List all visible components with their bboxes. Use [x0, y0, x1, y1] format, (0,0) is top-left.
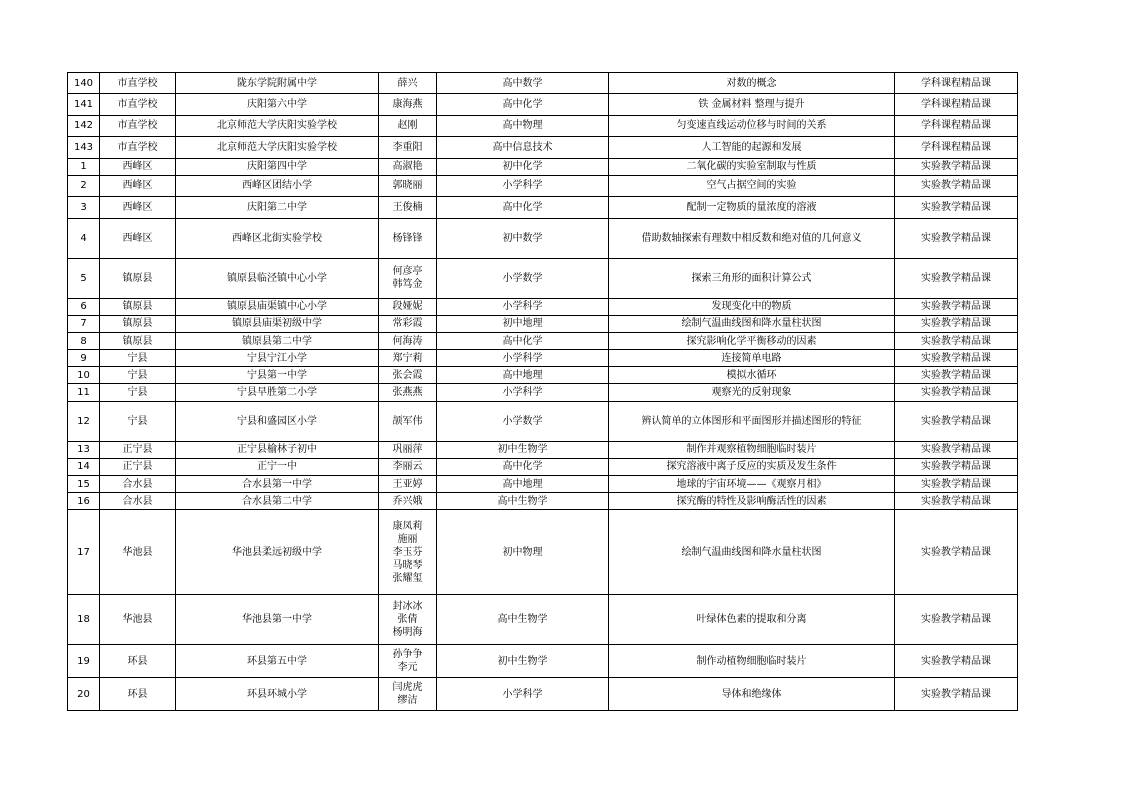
row-school: 宁县第一中学 [176, 367, 379, 384]
table-body [68, 73, 1018, 711]
row-region: 西峰区 [100, 218, 176, 258]
row-number: 20 [68, 678, 100, 711]
row-region: 镇原县 [100, 315, 176, 332]
row-school: 北京师范大学庆阳实验学校 [176, 115, 379, 136]
table-row [68, 645, 1018, 678]
row-teachers [379, 401, 437, 441]
row-subject: 高中地理 [437, 476, 609, 493]
row-region: 镇原县 [100, 332, 176, 349]
row-school: 庆阳第六中学 [176, 94, 379, 115]
row-teachers [379, 94, 437, 115]
teacher-name: 李玉芬 [392, 546, 423, 558]
teacher-name: 高淑艳 [392, 161, 423, 173]
row-subject: 高中地理 [437, 367, 609, 384]
row-category: 学科课程精品课 [895, 94, 1018, 115]
row-number: 14 [68, 458, 100, 475]
row-number: 10 [68, 367, 100, 384]
table-row [68, 458, 1018, 475]
row-school: 环县环城小学 [176, 678, 379, 711]
row-category: 实验教学精品课 [895, 510, 1018, 595]
row-school: 环县第五中学 [176, 645, 379, 678]
row-region: 市直学校 [100, 115, 176, 136]
teacher-name: 薛兴 [397, 77, 418, 89]
teacher-name: 王亚婷 [392, 478, 423, 490]
row-category: 实验教学精品课 [895, 595, 1018, 645]
row-teachers [379, 645, 437, 678]
table-row [68, 678, 1018, 711]
row-number: 19 [68, 645, 100, 678]
table-row [68, 137, 1018, 158]
row-number: 142 [68, 115, 100, 136]
row-subject: 高中化学 [437, 94, 609, 115]
row-teachers [379, 384, 437, 401]
row-teachers [379, 137, 437, 158]
row-teachers [379, 332, 437, 349]
row-number: 9 [68, 350, 100, 367]
row-topic: 制作动植物细胞临时装片 [609, 645, 895, 678]
row-region: 镇原县 [100, 258, 176, 298]
table-row [68, 401, 1018, 441]
row-school: 庆阳第二中学 [176, 197, 379, 218]
row-category: 实验教学精品课 [895, 315, 1018, 332]
teacher-name: 常彩霞 [392, 318, 423, 330]
teacher-name: 何海涛 [392, 335, 423, 347]
row-category: 实验教学精品课 [895, 158, 1018, 175]
row-category: 实验教学精品课 [895, 258, 1018, 298]
row-number: 13 [68, 441, 100, 458]
teacher-name: 巩丽萍 [392, 444, 423, 456]
row-school: 镇原县庙渠初级中学 [176, 315, 379, 332]
row-category: 实验教学精品课 [895, 645, 1018, 678]
row-region: 市直学校 [100, 137, 176, 158]
row-school: 镇原县临泾镇中心小学 [176, 258, 379, 298]
row-school: 北京师范大学庆阳实验学校 [176, 137, 379, 158]
row-school: 宁县宁江小学 [176, 350, 379, 367]
row-topic: 匀变速直线运动位移与时间的关系 [609, 115, 895, 136]
row-topic: 探究影响化学平衡移动的因素 [609, 332, 895, 349]
teacher-name: 封冰冰 [392, 601, 423, 613]
row-school: 陇东学院附属中学 [176, 73, 379, 94]
row-school: 华池县柔远初级中学 [176, 510, 379, 595]
teacher-name: 韩笃金 [392, 279, 423, 291]
teacher-name: 李丽云 [392, 461, 423, 473]
table-row [68, 493, 1018, 510]
row-category: 实验教学精品课 [895, 401, 1018, 441]
teacher-name: 段娅妮 [392, 301, 423, 313]
row-category: 实验教学精品课 [895, 218, 1018, 258]
row-category: 实验教学精品课 [895, 332, 1018, 349]
row-subject: 小学数学 [437, 258, 609, 298]
row-number: 4 [68, 218, 100, 258]
row-number: 16 [68, 493, 100, 510]
table-row [68, 595, 1018, 645]
row-number: 143 [68, 137, 100, 158]
teacher-name: 张燕燕 [392, 387, 423, 399]
row-category: 实验教学精品课 [895, 678, 1018, 711]
table-row [68, 158, 1018, 175]
teacher-name: 施丽 [397, 533, 418, 545]
table-row [68, 384, 1018, 401]
row-topic: 探究酶的特性及影响酶活性的因素 [609, 493, 895, 510]
row-subject: 初中地理 [437, 315, 609, 332]
row-subject: 小学科学 [437, 298, 609, 315]
row-region: 市直学校 [100, 94, 176, 115]
teacher-name: 郑宁莉 [392, 352, 423, 364]
row-subject: 高中数学 [437, 73, 609, 94]
teacher-name: 王俊楠 [392, 201, 423, 213]
row-teachers [379, 678, 437, 711]
row-teachers [379, 441, 437, 458]
row-region: 华池县 [100, 510, 176, 595]
teacher-name: 康海燕 [392, 99, 423, 111]
table-row [68, 94, 1018, 115]
row-category: 实验教学精品课 [895, 458, 1018, 475]
row-category: 实验教学精品课 [895, 384, 1018, 401]
table-row [68, 258, 1018, 298]
row-subject: 小学科学 [437, 678, 609, 711]
table-row [68, 367, 1018, 384]
row-school: 庆阳第四中学 [176, 158, 379, 175]
table-row [68, 218, 1018, 258]
row-number: 2 [68, 175, 100, 196]
teacher-name: 张倩 [397, 614, 418, 626]
row-school: 正宁一中 [176, 458, 379, 475]
row-number: 7 [68, 315, 100, 332]
row-subject: 初中生物学 [437, 645, 609, 678]
row-teachers [379, 367, 437, 384]
teacher-name: 张耀玺 [392, 572, 423, 584]
row-region: 宁县 [100, 367, 176, 384]
row-region: 环县 [100, 678, 176, 711]
row-region: 正宁县 [100, 441, 176, 458]
row-topic: 二氧化碳的实验室制取与性质 [609, 158, 895, 175]
row-number: 5 [68, 258, 100, 298]
row-subject: 初中生物学 [437, 441, 609, 458]
row-topic: 辨认简单的立体图形和平面图形并描述图形的特征 [609, 401, 895, 441]
teacher-name: 孙争争 [392, 649, 423, 661]
row-teachers [379, 73, 437, 94]
row-school: 合水县第二中学 [176, 493, 379, 510]
row-topic: 探索三角形的面积计算公式 [609, 258, 895, 298]
row-school: 合水县第一中学 [176, 476, 379, 493]
row-category: 实验教学精品课 [895, 493, 1018, 510]
teacher-name: 郭晓丽 [392, 180, 423, 192]
row-topic: 人工智能的起源和发展 [609, 137, 895, 158]
row-region: 西峰区 [100, 158, 176, 175]
row-region: 合水县 [100, 493, 176, 510]
teacher-name: 闫虎虎 [392, 682, 423, 694]
row-topic: 观察光的反射现象 [609, 384, 895, 401]
row-number: 140 [68, 73, 100, 94]
table-row [68, 315, 1018, 332]
teacher-name: 颉军伟 [392, 415, 423, 427]
row-teachers [379, 115, 437, 136]
row-topic: 地球的宇宙环境——《观察月相》 [609, 476, 895, 493]
row-teachers [379, 315, 437, 332]
teacher-name: 赵刚 [397, 120, 418, 132]
row-region: 合水县 [100, 476, 176, 493]
row-school: 西峰区北街实验学校 [176, 218, 379, 258]
row-topic: 配制一定物质的量浓度的溶液 [609, 197, 895, 218]
teacher-name: 杨锋锋 [392, 232, 423, 244]
table-row [68, 175, 1018, 196]
row-number: 6 [68, 298, 100, 315]
table-row [68, 73, 1018, 94]
row-region: 西峰区 [100, 197, 176, 218]
row-number: 141 [68, 94, 100, 115]
row-school: 正宁县榆林子初中 [176, 441, 379, 458]
row-category: 实验教学精品课 [895, 175, 1018, 196]
row-topic: 制作并观察植物细胞临时装片 [609, 441, 895, 458]
row-subject: 高中化学 [437, 458, 609, 475]
row-school: 镇原县庙渠镇中心小学 [176, 298, 379, 315]
row-teachers [379, 218, 437, 258]
row-number: 12 [68, 401, 100, 441]
row-teachers [379, 175, 437, 196]
row-number: 8 [68, 332, 100, 349]
row-category: 实验教学精品课 [895, 441, 1018, 458]
row-school: 镇原县第二中学 [176, 332, 379, 349]
row-number: 11 [68, 384, 100, 401]
table-row [68, 197, 1018, 218]
row-topic: 导体和绝缘体 [609, 678, 895, 711]
teacher-name: 康凤莉 [392, 520, 423, 532]
row-region: 环县 [100, 645, 176, 678]
row-number: 3 [68, 197, 100, 218]
row-category: 实验教学精品课 [895, 350, 1018, 367]
row-category: 实验教学精品课 [895, 197, 1018, 218]
row-region: 市直学校 [100, 73, 176, 94]
row-category: 实验教学精品课 [895, 476, 1018, 493]
row-category: 学科课程精品课 [895, 115, 1018, 136]
table-row [68, 115, 1018, 136]
row-topic: 对数的概念 [609, 73, 895, 94]
row-category: 学科课程精品课 [895, 137, 1018, 158]
row-region: 正宁县 [100, 458, 176, 475]
row-subject: 初中物理 [437, 510, 609, 595]
table-row [68, 476, 1018, 493]
row-teachers [379, 458, 437, 475]
teacher-name: 马晓琴 [392, 559, 423, 571]
row-region: 宁县 [100, 384, 176, 401]
row-topic: 铁 金属材料 整理与提升 [609, 94, 895, 115]
row-subject: 初中数学 [437, 218, 609, 258]
row-school: 华池县第一中学 [176, 595, 379, 645]
row-region: 西峰区 [100, 175, 176, 196]
teacher-name: 李重阳 [392, 141, 423, 153]
row-subject: 高中化学 [437, 332, 609, 349]
teacher-name: 张会霞 [392, 369, 423, 381]
row-school: 宁县和盛园区小学 [176, 401, 379, 441]
row-subject: 高中生物学 [437, 493, 609, 510]
row-region: 镇原县 [100, 298, 176, 315]
table-row [68, 441, 1018, 458]
teacher-name: 何彦亭 [392, 266, 423, 278]
row-topic: 绘制气温曲线图和降水量柱状图 [609, 510, 895, 595]
row-school: 西峰区团结小学 [176, 175, 379, 196]
row-subject: 小学数学 [437, 401, 609, 441]
row-topic: 发现变化中的物质 [609, 298, 895, 315]
row-number: 18 [68, 595, 100, 645]
row-region: 华池县 [100, 595, 176, 645]
table-row [68, 510, 1018, 595]
row-topic: 借助数轴探索有理数中相反数和绝对值的几何意义 [609, 218, 895, 258]
table-row [68, 298, 1018, 315]
row-category: 实验教学精品课 [895, 367, 1018, 384]
row-teachers [379, 197, 437, 218]
teacher-name: 李元 [397, 662, 418, 674]
row-topic: 空气占据空间的实验 [609, 175, 895, 196]
teacher-name: 杨明海 [392, 627, 423, 639]
teacher-name: 乔兴娥 [392, 495, 423, 507]
row-topic: 绘制气温曲线图和降水量柱状图 [609, 315, 895, 332]
row-subject: 高中信息技术 [437, 137, 609, 158]
row-number: 17 [68, 510, 100, 595]
row-region: 宁县 [100, 401, 176, 441]
row-subject: 初中化学 [437, 158, 609, 175]
teacher-name: 缪洁 [397, 695, 418, 707]
row-topic: 连接简单电路 [609, 350, 895, 367]
row-subject: 高中化学 [437, 197, 609, 218]
row-topic: 探究溶液中离子反应的实质及发生条件 [609, 458, 895, 475]
row-school: 宁县早胜第二小学 [176, 384, 379, 401]
row-category: 实验教学精品课 [895, 298, 1018, 315]
row-teachers [379, 510, 437, 595]
row-teachers [379, 158, 437, 175]
row-subject: 小学科学 [437, 175, 609, 196]
row-subject: 高中生物学 [437, 595, 609, 645]
row-subject: 小学科学 [437, 350, 609, 367]
row-subject: 高中物理 [437, 115, 609, 136]
row-region: 宁县 [100, 350, 176, 367]
row-teachers [379, 350, 437, 367]
row-teachers [379, 298, 437, 315]
row-category: 学科课程精品课 [895, 73, 1018, 94]
row-subject: 小学科学 [437, 384, 609, 401]
row-teachers [379, 258, 437, 298]
row-topic: 叶绿体色素的提取和分离 [609, 595, 895, 645]
course-table [67, 72, 1018, 711]
row-teachers [379, 595, 437, 645]
table-row [68, 350, 1018, 367]
row-topic: 模拟水循环 [609, 367, 895, 384]
row-teachers [379, 476, 437, 493]
row-number: 1 [68, 158, 100, 175]
row-number: 15 [68, 476, 100, 493]
table-row [68, 332, 1018, 349]
row-teachers [379, 493, 437, 510]
